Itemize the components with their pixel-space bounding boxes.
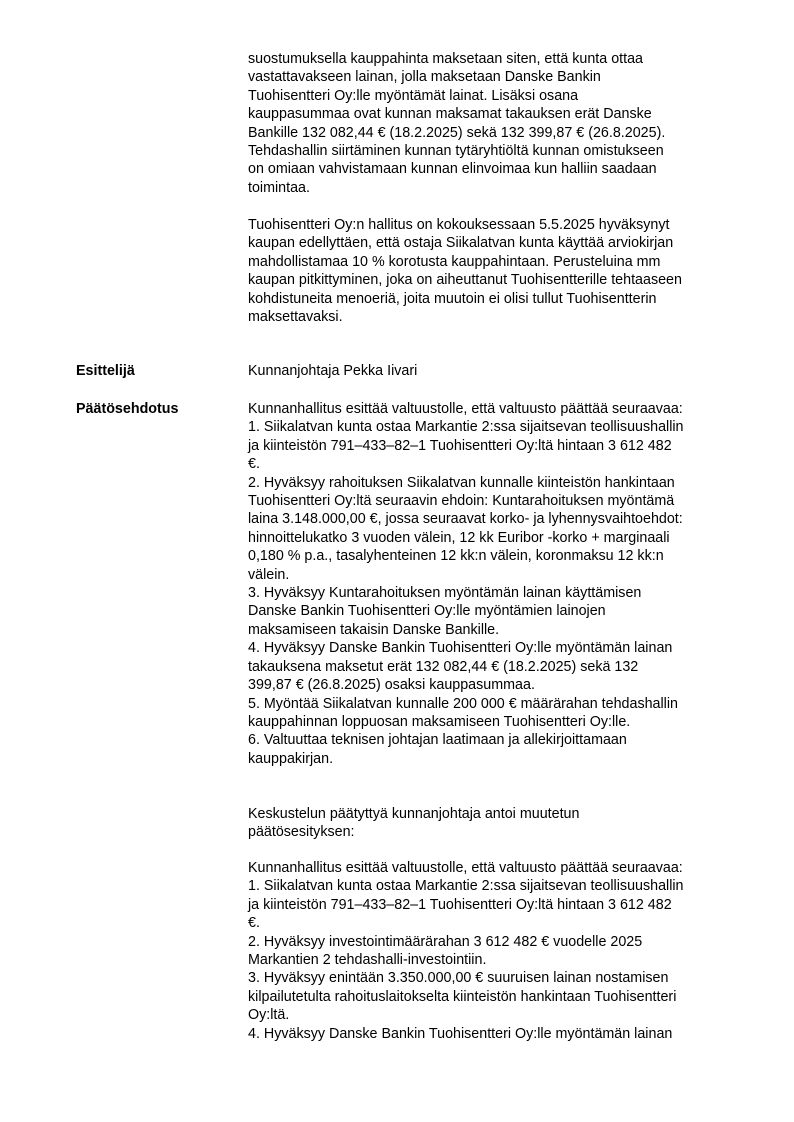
presenter-value: Kunnanjohtaja Pekka Iivari [248,363,418,379]
presenter-label: Esittelijä [76,363,135,379]
proposal-text: Kunnanhallitus esittää valtuustolle, että valtuusto päättää seuraavaa: 1. Siikalatvan kunta ostaa Markantie 2:ssa sijaitsevan teollisuushallin ja kiinteistön 791–433–82–1 Tuohisentteri Oy:ltä hintaan 3 612 482 €. 2. Hyväksyy rahoituksen Siikalatvan kunnalle kiinteistön hankintaan Tuohisentteri Oy:ltä seuraavin ehdoin: Kuntarahoituksen myöntämä laina 3.148.000,00 €, jossa seuraavat korko- ja lyhennysvaihtoehdot: hinnoittelukatko 3 vuoden välein, 12 kk Euribor -korko + marginaali 0,180 % p.a., tasalyhenteinen 12 kk:n välein, koronmaksu 12 kk:n välein. 3. Hyväksyy Kuntarahoituksen myöntämän lainan käyttämisen Danske Bankin Tuohisentteri Oy:lle myöntämien lainojen maksamiseen takaisin Danske Bankille. 4. Hyväksyy Danske Bankin Tuohisentteri Oy:lle myöntämän lainan takauksena maksetut erät 132 082,44 € (18.2.2025) sekä 132 399,87 € (26.8.2025) osaksi kauppasummaa. 5. Myöntää Siikalatvan kunnalle 200 000 € määrärahan tehdashallin kauppahinnan loppuosan maksamiseen Tuohisentteri Oy:lle. 6. Valtuuttaa teknisen johtajan laatimaan ja allekirjoittamaan kauppakirjan. [248,401,684,767]
discussion-note: Keskustelun päätyttyä kunnanjohtaja antoi muutetun päätösesityksen: [248,806,580,841]
intro-paragraph-1: suostumuksella kauppahinta maksetaan siten, että kunta ottaa vastattavakseen lainan, jolla maksetaan Danske Bankin Tuohisentteri Oy:lle myöntämät lainat. Lisäksi osana kauppasummaa ovat kunnan maksamat takauksen erät Danske Bankille 132 082,44 € (18.2.2025) sekä 132 399,87 € (26.8.2025). Tehdashallin siirtäminen kunnan tytäryhtiöltä kunnan omistukseen on omiaan vahvistamaan kunnan elinvoimaa kun halliin saadaan toimintaa. [248,51,666,196]
proposal-label: Päätösehdotus [76,401,179,417]
amended-proposal-text: Kunnanhallitus esittää valtuustolle, että valtuusto päättää seuraavaa: 1. Siikalatvan kunta ostaa Markantie 2:ssa sijaitsevan teollisuushallin ja kiinteistön 791–433–82–1 Tuohisentteri Oy:ltä hintaan 3 612 482 €. 2. Hyväksyy investointimäärärahan 3 612 482 € vuodelle 2025 Markantien 2 tehdashalli-investointiin. 3. Hyväksyy enintään 3.350.000,00 € suuruisen lainan nostamisen kilpailutetulta rahoituslaitokselta kiinteistön hankintaan Tuohisentteri Oy:ltä. 4. Hyväksyy Danske Bankin Tuohisentteri Oy:lle myöntämän lainan [248,860,684,1042]
intro-paragraph-2: Tuohisentteri Oy:n hallitus on kokouksessaan 5.5.2025 hyväksynyt kaupan edellyttäen, että ostaja Siikalatvan kunta käyttää arviokirjan mahdollistamaa 10 % korotusta kauppahintaan. Perusteluina mm kaupan pitkittyminen, joka on aiheuttanut Tuohisentterille tehtaaseen kohdistuneita menoeriä, joita muutoin ei olisi tullut Tuohisentterin maksettavaksi. [248,217,682,326]
